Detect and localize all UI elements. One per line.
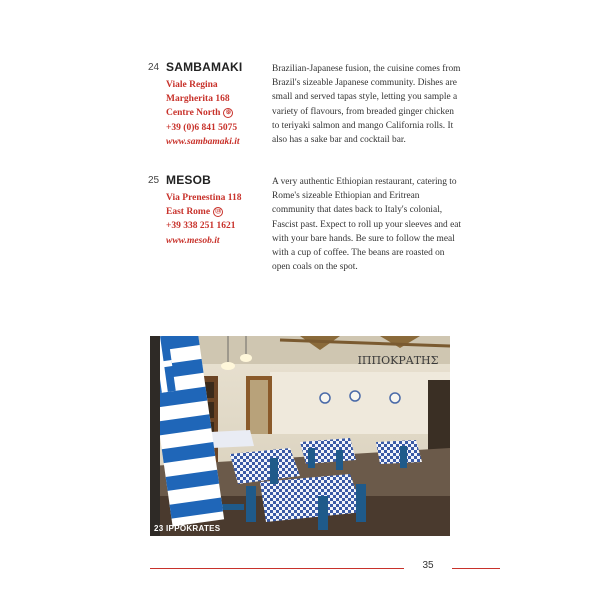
entry-sambamaki bbox=[148, 60, 461, 162]
entry-address-block bbox=[166, 191, 270, 248]
metro-map-icon: ⑬ bbox=[215, 209, 222, 216]
phone-number[interactable]: +39 338 251 1621 bbox=[166, 221, 236, 232]
area-line bbox=[166, 205, 270, 219]
footer-rule-right bbox=[452, 568, 500, 569]
photo-caption bbox=[154, 524, 220, 533]
entry-mesob bbox=[148, 173, 462, 295]
entry-description: Brazilian-Japanese fusion, the cuisine comes from Brazil's sizeable Japanese community. Dishes are small and served tapas style, letting you sample a variety of flavours, from breaded ginger chicken to teriyaki salmon and mango California rolls. It also has a sake bar and cocktail bar. bbox=[272, 64, 461, 146]
entry-name: SAMBAMAKI bbox=[166, 60, 243, 74]
entry-address-block bbox=[166, 78, 266, 149]
caption-number: 23 bbox=[154, 524, 164, 533]
area-label: East Rome bbox=[166, 207, 211, 218]
entry-number: 24 bbox=[148, 62, 160, 73]
entry-description: A very authentic Ethiopian restaurant, catering to Rome's sizeable Ethiopian and Eritrean community that dates back to Italy's colonial, Fascist past. Expect to roll up your sleeves and eat with your bare hands. Be sure to follow the meal with a cup of coffee. The beans are roasted on open coals on the spot. bbox=[272, 177, 462, 273]
greek-sign-text: ΙΠΠΟΚΡΑΤΗΣ bbox=[357, 354, 439, 367]
website-link[interactable]: www.sambamaki.it bbox=[166, 136, 240, 147]
restaurant-photo bbox=[150, 336, 450, 536]
address-line: Via Prenestina 118 bbox=[166, 193, 242, 203]
address-line: Margherita 168 bbox=[166, 94, 230, 105]
footer-rule-left bbox=[150, 568, 404, 569]
address-line: Viale Regina bbox=[166, 80, 218, 90]
entry-number: 25 bbox=[148, 175, 160, 186]
page-number: 35 bbox=[422, 560, 434, 571]
entry-name: MESOB bbox=[166, 173, 212, 187]
phone-number[interactable]: +39 (0)6 841 5075 bbox=[166, 122, 238, 133]
area-label: Centre North bbox=[166, 108, 221, 119]
area-line bbox=[166, 106, 266, 120]
caption-name: IPPOKRATES bbox=[166, 524, 221, 533]
website-link[interactable]: www.mesob.it bbox=[166, 235, 220, 246]
restaurant-interior-illustration bbox=[150, 336, 450, 536]
metro-map-icon: ⑨ bbox=[223, 108, 233, 118]
